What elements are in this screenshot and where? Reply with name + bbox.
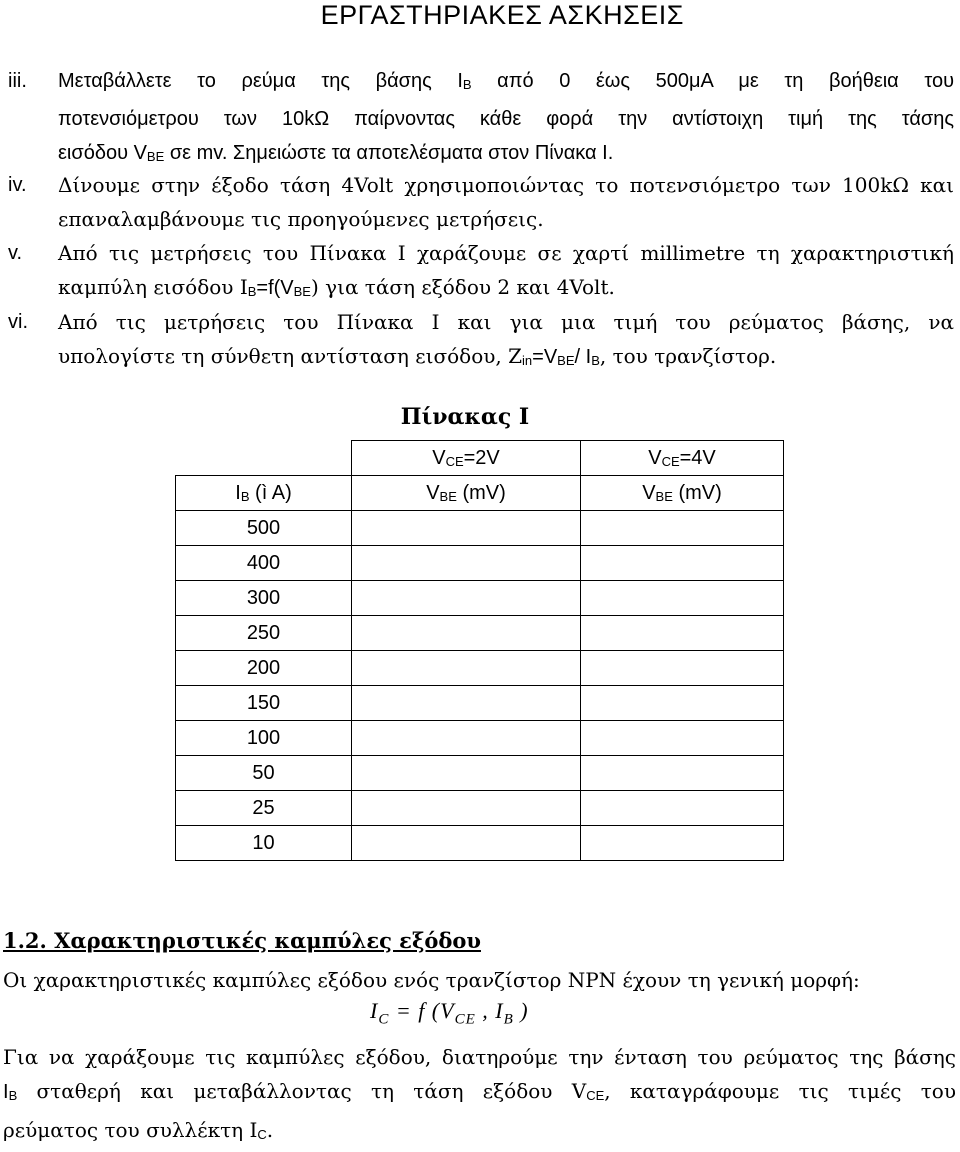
vbe-cell <box>352 546 581 581</box>
item-line: καμπύλη εισόδου $I_B=f(V_{BE})$ για τάση εξόδου 2 και 4Volt. <box>58 275 615 299</box>
vbe-cell <box>581 581 784 616</box>
ib-value: 500 <box>176 511 352 546</box>
table-caption: Πίνακας I <box>400 404 530 430</box>
item-line: Δίνουμε στην έξοδο τάση 4Volt χρησιμοποιώντας το ποτενσιόμετρο των 100kΩ και <box>58 173 954 197</box>
ib-value: 200 <box>176 651 352 686</box>
table-row <box>176 581 784 616</box>
item-line: Από τις μετρήσεις του Πίνακα I χαράζουμε σε χαρτί millimetre τη χαρακτηριστική <box>58 241 954 265</box>
table-row <box>176 511 784 546</box>
vbe-cell <box>581 791 784 826</box>
item-number: iv. <box>8 174 27 196</box>
table-row <box>176 826 784 861</box>
table-row <box>176 791 784 826</box>
vbe-cell <box>352 651 581 686</box>
table-row <box>176 476 784 511</box>
page-header: ΕΡΓΑΣΤΗΡΙΑΚΕΣ ΑΣΚΗΣΕΙΣ <box>320 0 684 30</box>
ib-value: 100 <box>176 721 352 756</box>
item-line: επαναλαμβάνουμε τις προηγούμενες μετρήσεις. <box>58 207 544 231</box>
list-item-vi <box>8 305 954 378</box>
vbe-cell <box>581 616 784 651</box>
vbe-cell <box>352 721 581 756</box>
list-item-v <box>8 236 954 309</box>
vbe-cell <box>581 756 784 791</box>
paragraph-line: ρεύματος του συλλέκτη $I_C$. <box>3 1118 274 1142</box>
header-ib: $I_B$ (ì A) <box>176 476 352 511</box>
ib-value: 10 <box>176 826 352 861</box>
vbe-cell <box>352 511 581 546</box>
table-row <box>176 651 784 686</box>
list-item-iv <box>8 168 954 236</box>
vbe-cell <box>581 721 784 756</box>
item-line: εισόδου $V_{BE}$ σε mv. Σημειώστε τα αποτελέσματα στον Πίνακα I. <box>58 142 614 164</box>
header-vce-2v: $V_{CE}=2V$ <box>352 441 581 476</box>
table-row <box>176 546 784 581</box>
measurement-table <box>175 440 784 861</box>
vbe-cell <box>352 616 581 651</box>
table-row <box>176 756 784 791</box>
vbe-cell <box>352 791 581 826</box>
table-row <box>176 721 784 756</box>
ib-value: 150 <box>176 686 352 721</box>
table-row <box>176 441 784 476</box>
item-number: v. <box>8 242 23 264</box>
item-line: ποτενσιόμετρου των 10kΩ παίρνοντας κάθε φορά την αντίστοιχη τιμή της τάσης <box>58 108 954 130</box>
vbe-cell <box>352 756 581 791</box>
table-cell-empty <box>176 441 352 476</box>
ib-value: 25 <box>176 791 352 826</box>
formula: $I_C = f$ ($V_{CE}$ , $I_B$ ) <box>370 998 529 1028</box>
ib-value: 300 <box>176 581 352 616</box>
item-line: Μεταβάλλετε το ρεύμα της βάσης $I_B$ από 0 έως 500μΑ με τη βοήθεια του <box>58 70 955 92</box>
vbe-cell <box>352 686 581 721</box>
header-vbe-4v: $V_{BE}$ (mV) <box>581 476 784 511</box>
list-item-iii <box>8 64 954 174</box>
vbe-cell <box>581 546 784 581</box>
vbe-cell <box>581 511 784 546</box>
vbe-cell <box>581 686 784 721</box>
paragraph-intro: Οι χαρακτηριστικές καμπύλες εξόδου ενός τρανζίστορ NPN έχουν τη γενική μορφή: <box>3 968 860 992</box>
item-line: υπολογίστε τη σύνθετη αντίσταση εισόδου, $Z_{in}=V_{BE}/$ $I_B$, του τρανζίστορ. <box>58 344 777 368</box>
item-number: iii. <box>8 70 27 92</box>
header-vbe-2v: $V_{BE}$ (mV) <box>352 476 581 511</box>
paragraph-method <box>3 1040 956 1152</box>
vbe-cell <box>581 651 784 686</box>
table-row <box>176 616 784 651</box>
ib-value: 250 <box>176 616 352 651</box>
item-number: vi. <box>8 311 28 333</box>
item-line: Από τις μετρήσεις του Πίνακα I και για μια τιμή του ρεύματος βάσης, να <box>58 310 954 334</box>
section-title: 1.2. Χαρακτηριστικές καμπύλες εξόδου <box>3 928 481 953</box>
header-vce-4v: $V_{CE}=4V$ <box>581 441 784 476</box>
vbe-cell <box>352 581 581 616</box>
vbe-cell <box>352 826 581 861</box>
ib-value: 50 <box>176 756 352 791</box>
paragraph-line: $I_B$ σταθερή και μεταβάλλοντας τη τάση εξόδου $V_{CE}$, καταγράφουμε τις τιμές του <box>3 1079 957 1103</box>
paragraph-line: Για να χαράξουμε τις καμπύλες εξόδου, διατηρούμε την ένταση του ρεύματος της βάσης <box>3 1045 956 1069</box>
vbe-cell <box>581 826 784 861</box>
ib-value: 400 <box>176 546 352 581</box>
table-row <box>176 686 784 721</box>
